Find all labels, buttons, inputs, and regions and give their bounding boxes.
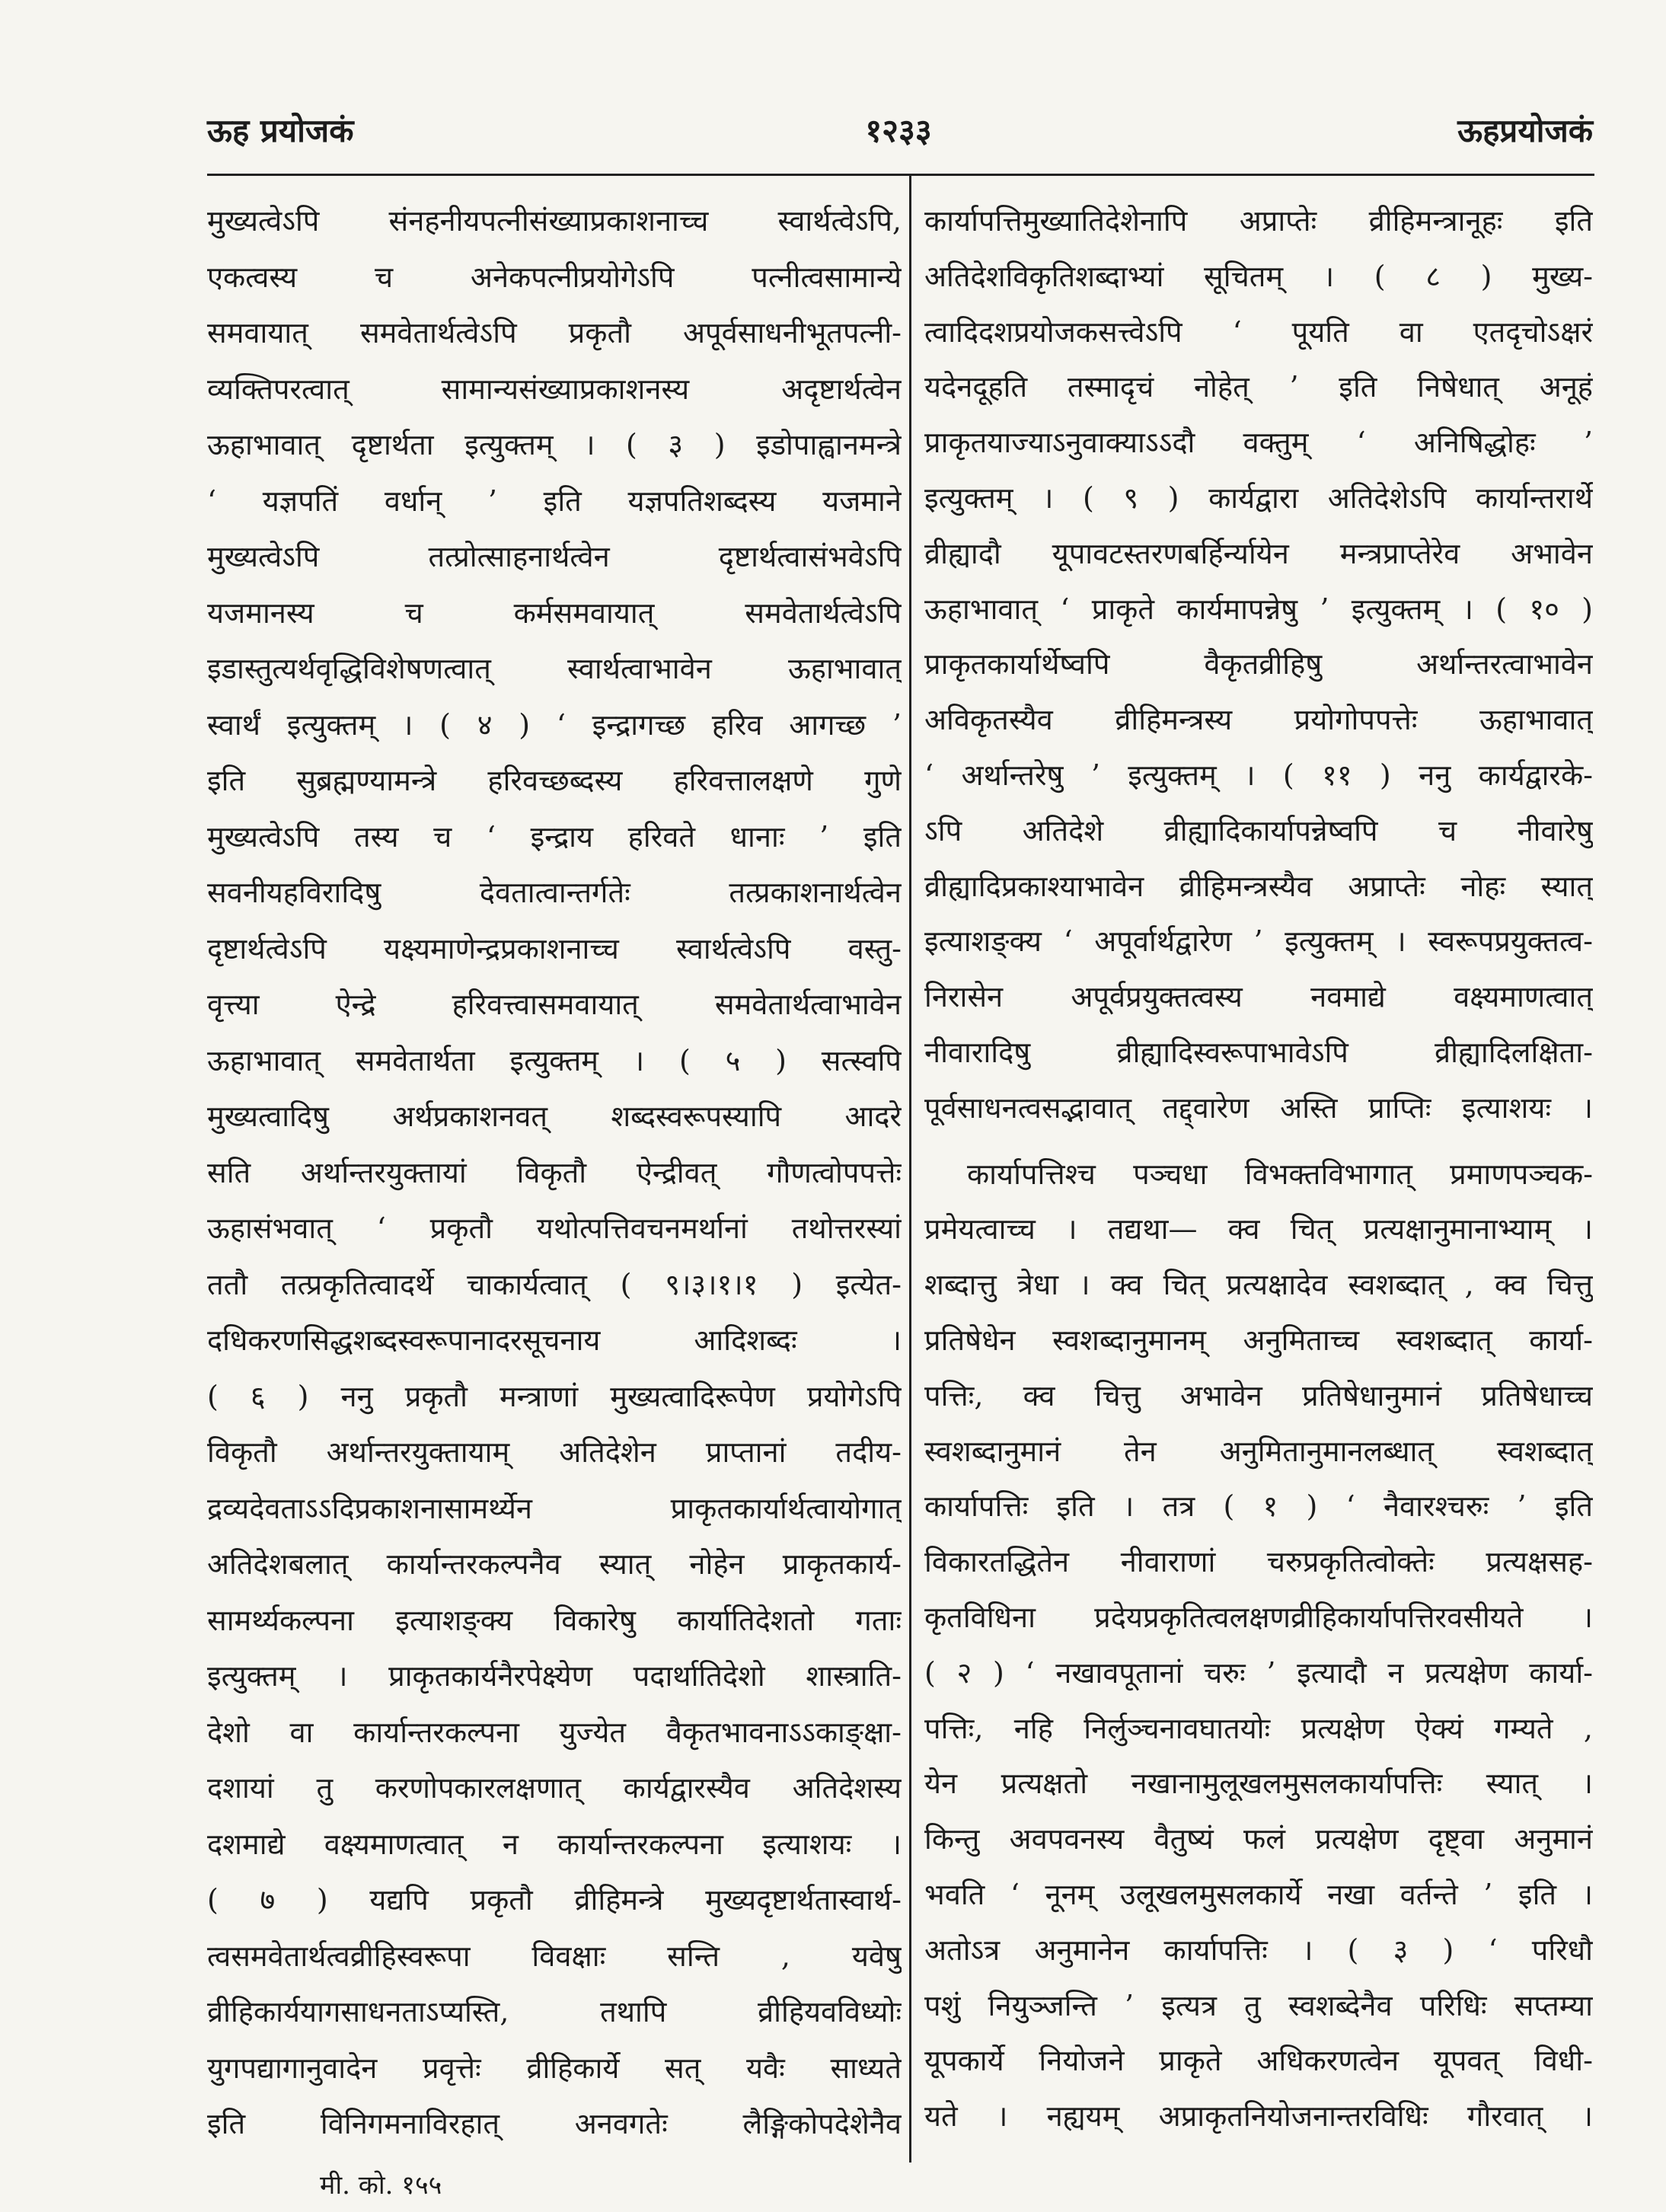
text-line: किन्तु अवपवनस्य वैतुष्यं फलं प्रत्यक्षेण दृष्ट्वा अनुमानं <box>924 1822 1593 1856</box>
text-line: ( ७ ) यद्यपि प्रकृतौ व्रीहिमन्त्रे मुख्यदृष्टार्थतास्वार्थ- <box>207 1883 902 1917</box>
text-line: त्वसमवेतार्थत्वव्रीहिस्वरूपा विवक्षाः सन्ति , यवेषु <box>207 1939 902 1973</box>
text-line: ऊहासंभवात् ‘ प्रकृतौ यथोत्पत्तिवचनमर्थानां तथोत्तरस्यां <box>207 1211 902 1245</box>
text-line: ऽपि अतिदेशे व्रीह्यादिकार्यापन्नेष्वपि च नीवारेषु <box>924 813 1593 847</box>
text-line: अतिदेशबलात् कार्यान्तरकल्पनैव स्यात् नोहेन प्राकृतकार्य- <box>207 1547 902 1581</box>
text-line: येन प्रत्यक्षतो नखानामुलूखलमुसलकार्यापत्तिः स्यात् । <box>924 1767 1593 1801</box>
text-line: पशुं नियुञ्जन्ति ’ इत्यत्र तु स्वशब्देनैव परिधिः सप्तम्या <box>924 1988 1593 2022</box>
column-divider <box>909 175 911 2163</box>
text-line: प्राकृतकार्यार्थेष्वपि वैकृतव्रीहिषु अर्थान्तरत्वाभावेन <box>924 647 1593 681</box>
text-line: व्रीह्यादौ यूपावटस्तरणबर्हिर्न्यायेन मन्त्रप्राप्तेरेव अभावेन <box>924 536 1593 570</box>
text-line: सामर्थ्यकल्पना इत्याशङ्क्य विकारेषु कार्यातिदेशतो गताः <box>207 1603 902 1637</box>
text-line: सवनीयहविरादिषु देवतात्वान्तर्गतेः तत्प्रकाशनार्थत्वेन <box>207 876 902 909</box>
text-line: दशायां तु करणोपकारलक्षणात् कार्यद्वारस्यैव अतिदेशस्य <box>207 1771 902 1805</box>
text-line: सति अर्थान्तरयुक्तायां विकृतौ ऐन्द्रीवत् गौणत्वोपपत्तेः <box>207 1155 902 1189</box>
text-line: कृतविधिना प्रदेयप्रकृतित्वलक्षणव्रीहिकार्यापत्तिरवसीयते । <box>924 1600 1593 1634</box>
text-line: स्वशब्दानुमानं तेन अनुमितानुमानलब्धात् स्वशब्दात् <box>924 1434 1593 1468</box>
text-line: मुख्यत्वेऽपि तत्प्रोत्साहनार्थत्वेन दृष्टार्थत्वासंभवेऽपि <box>207 540 902 573</box>
header-rule <box>207 174 1594 176</box>
text-line: अविकृतस्यैव व्रीहिमन्त्रस्य प्रयोगोपपत्तेः ऊहाभावात् <box>924 703 1593 737</box>
text-line: व्रीह्यादिप्रकाश्याभावेन व्रीहिमन्त्रस्यैव अप्राप्तेः नोहः स्यात् <box>924 869 1593 903</box>
signature-mark: मी. को. १५५ <box>320 2170 442 2201</box>
text-line: कार्यापत्तिः इति । तत्र ( १ ) ‘ नैवारश्चरुः ’ इति <box>924 1489 1593 1524</box>
text-line: ऊहाभावात् समवेतार्थता इत्युक्तम् । ( ५ ) सत्स्वपि <box>207 1043 902 1077</box>
text-line: प्राकृतयाज्याऽनुवाक्याऽऽदौ वक्तुम् ‘ अनिषिद्धोहः ’ <box>924 426 1593 460</box>
paragraph-start-line: कार्यापत्तिश्च पञ्चधा विभक्तविभागात् प्रमाणपञ्चक- <box>967 1157 1593 1191</box>
running-header-left: ऊह प्रयोजकं <box>207 112 354 149</box>
text-line: यते । नह्ययम् अप्राकृतनियोजनान्तरविधिः गौरवात् । <box>924 2099 1593 2134</box>
text-line: इत्युक्तम् । प्राकृतकार्यनैरपेक्ष्येण पदार्थातिदेशो शास्त्राति- <box>207 1659 902 1693</box>
text-line: प्रतिषेधेन स्वशब्दानुमानम् अनुमिताच्च स्वशब्दात् कार्या- <box>924 1323 1593 1357</box>
text-line: युगपद्यागानुवादेन प्रवृत्तेः व्रीहिकार्ये सत् यवैः साध्यते <box>207 2051 902 2085</box>
text-line: मुख्यत्वेऽपि संनहनीयपत्नीसंख्याप्रकाशनाच्च स्वार्थत्वेऽपि, <box>207 204 902 238</box>
running-header-right: ऊहप्रयोजकं <box>1457 112 1593 149</box>
text-line: यदेनदूहति तस्मादृचं नोहेत् ’ इति निषेधात् अनूहं <box>924 370 1593 404</box>
text-line: मुख्यत्वेऽपि तस्य च ‘ इन्द्राय हरिवते धानाः ’ इति <box>207 819 902 854</box>
left-column <box>207 193 902 2153</box>
text-line: समवायात् समवेतार्थत्वेऽपि प्रकृतौ अपूर्वसाधनीभूतपत्नी- <box>207 316 902 350</box>
text-line: यजमानस्य च कर्मसमवायात् समवेतार्थत्वेऽपि <box>207 595 902 630</box>
text-line: अतोऽत्र अनुमानेन कार्यापत्तिः । ( ३ ) ‘ परिधौ <box>924 1933 1593 1967</box>
text-line: विकारतद्धितेन नीवाराणां चरुप्रकृतित्वोक्तेः प्रत्यक्षसह- <box>924 1545 1593 1579</box>
text-line: नीवारादिषु व्रीह्यादिस्वरूपाभावेऽपि व्रीह्यादिलक्षिता- <box>924 1035 1593 1069</box>
text-line: कार्यापत्तिमुख्यातिदेशेनापि अप्राप्तेः व्रीहिमन्त्रानूहः इति <box>924 204 1593 238</box>
text-line: एकत्वस्य च अनेकपत्नीप्रयोगेऽपि पत्नीत्वसामान्ये <box>207 260 902 294</box>
text-line: शब्दात्तु त्रेधा । क्व चित् प्रत्यक्षादेव स्वशब्दात् , क्व चित्तु <box>924 1268 1593 1302</box>
text-line: इति विनिगमनाविरहात् अनवगतेः लैङ्गिकोपदेशेनैव <box>207 2107 902 2140</box>
text-line: पत्तिः, नहि निर्लुञ्चनावघातयोः प्रत्यक्षेण ऐक्यं गम्यते , <box>924 1711 1593 1745</box>
text-line: पूर्वसाधनत्वसद्भावात् तद्द्वारेण अस्ति प्राप्तिः इत्याशयः । <box>924 1090 1593 1125</box>
text-line: त्वादिदशप्रयोजकसत्त्वेऽपि ‘ पूयति वा एतदृचोऽक्षरं <box>924 314 1593 349</box>
text-line: पत्तिः, क्व चित्तु अभावेन प्रतिषेधानुमानं प्रतिषेधाच्च <box>924 1378 1593 1412</box>
text-line: इत्याशङ्क्य ‘ अपूर्वार्थद्वारेण ’ इत्युक्तम् । स्वरूपप्रयुक्तत्व- <box>924 924 1593 959</box>
text-line: ( २ ) ‘ नखावपूतानां चरुः ’ इत्यादौ न प्रत्यक्षेण कार्या- <box>924 1655 1593 1690</box>
text-line: ( ६ ) ननु प्रकृतौ मन्त्राणां मुख्यत्वादिरूपेण प्रयोगेऽपि <box>207 1379 902 1413</box>
text-line: दृष्टार्थत्वेऽपि यक्ष्यमाणेन्द्रप्रकाशनाच्च स्वार्थत्वेऽपि वस्तु- <box>207 931 902 966</box>
text-line: इडास्तुत्यर्थवृद्धिविशेषणत्वात् स्वार्थत्वाभावेन ऊहाभावात् <box>207 652 902 685</box>
text-line: यूपकार्ये नियोजने प्राकृते अधिकरणत्वेन यूपवत् विधी- <box>924 2044 1593 2078</box>
text-line: व्रीहिकार्ययागसाधनताऽप्यस्ति, तथापि व्रीहियवविध्योः <box>207 1995 902 2028</box>
text-line: ‘ यज्ञपतिं वर्धान् ’ इति यज्ञपतिशब्दस्य यजमाने <box>207 484 902 518</box>
text-line: ‘ अर्थान्तरेषु ’ इत्युक्तम् । ( ११ ) ननु कार्यद्वारके- <box>924 758 1593 792</box>
text-line: व्यक्तिपरत्वात् सामान्यसंख्याप्रकाशनस्य अदृष्टार्थत्वेन <box>207 372 902 406</box>
text-line: ततौ तत्प्रकृतित्वादर्थे चाकार्यत्वात् ( ९।३।१।१ ) इत्येत- <box>207 1267 902 1301</box>
text-line: दधिकरणसिद्धशब्दस्वरूपानादरसूचनाय आदिशब्दः । <box>207 1323 902 1357</box>
text-line: अतिदेशविकृतिशब्दाभ्यां सूचितम् । ( ८ ) मुख्य- <box>924 259 1593 293</box>
right-column <box>924 193 1593 2144</box>
text-line: स्वार्थं इत्युक्तम् । ( ४ ) ‘ इन्द्रागच्छ हरिव आगच्छ ’ <box>207 707 902 742</box>
text-line: ऊहाभावात् दृष्टार्थता इत्युक्तम् । ( ३ ) इडोपाह्वानमन्त्रे <box>207 428 902 461</box>
text-line: वृत्त्या ऐन्द्रे हरिवत्त्वासमवायात् समवेतार्थत्वाभावेन <box>207 988 902 1021</box>
text-line: विकृतौ अर्थान्तरयुक्तायाम् अतिदेशेन प्राप्तानां तदीय- <box>207 1435 902 1469</box>
text-line: ऊहाभावात् ‘ प्राकृते कार्यमापन्नेषु ’ इत्युक्तम् । ( १० ) <box>924 592 1593 626</box>
text-line: मुख्यत्वादिषु अर्थप्रकाशनवत् शब्दस्वरूपस्यापि आदरे <box>207 1100 902 1133</box>
text-line: द्रव्यदेवताऽऽदिप्रकाशनासामर्थ्येन प्राकृतकार्यार्थत्वायोगात् <box>207 1491 902 1525</box>
text-line: प्रमेयत्वाच्च । तद्यथा— क्व चित् प्रत्यक्षानुमानाभ्याम् । <box>924 1212 1593 1246</box>
text-line: इति सुब्रह्मण्यामन्त्रे हरिवच्छब्दस्य हरिवत्तालक्षणे गुणे <box>207 764 902 797</box>
text-line: देशो वा कार्यान्तरकल्पना युज्येत वैकृतभावनाऽऽकाङ्क्षा- <box>207 1715 902 1749</box>
text-line: इत्युक्तम् । ( ९ ) कार्यद्वारा अतिदेशेऽपि कार्यान्तरार्थे <box>924 480 1593 515</box>
text-line: दशमाद्ये वक्ष्यमाणत्वात् न कार्यान्तरकल्पना इत्याशयः । <box>207 1827 902 1861</box>
text-line: निरासेन अपूर्वप्रयुक्तत्वस्य नवमाद्ये वक्ष्यमाणत्वात् <box>924 980 1593 1014</box>
page-number: १२३३ <box>865 112 932 149</box>
text-line: भवति ‘ नूनम् उलूखलमुसलकार्ये नखा वर्तन्ते ’ इति । <box>924 1877 1593 1911</box>
